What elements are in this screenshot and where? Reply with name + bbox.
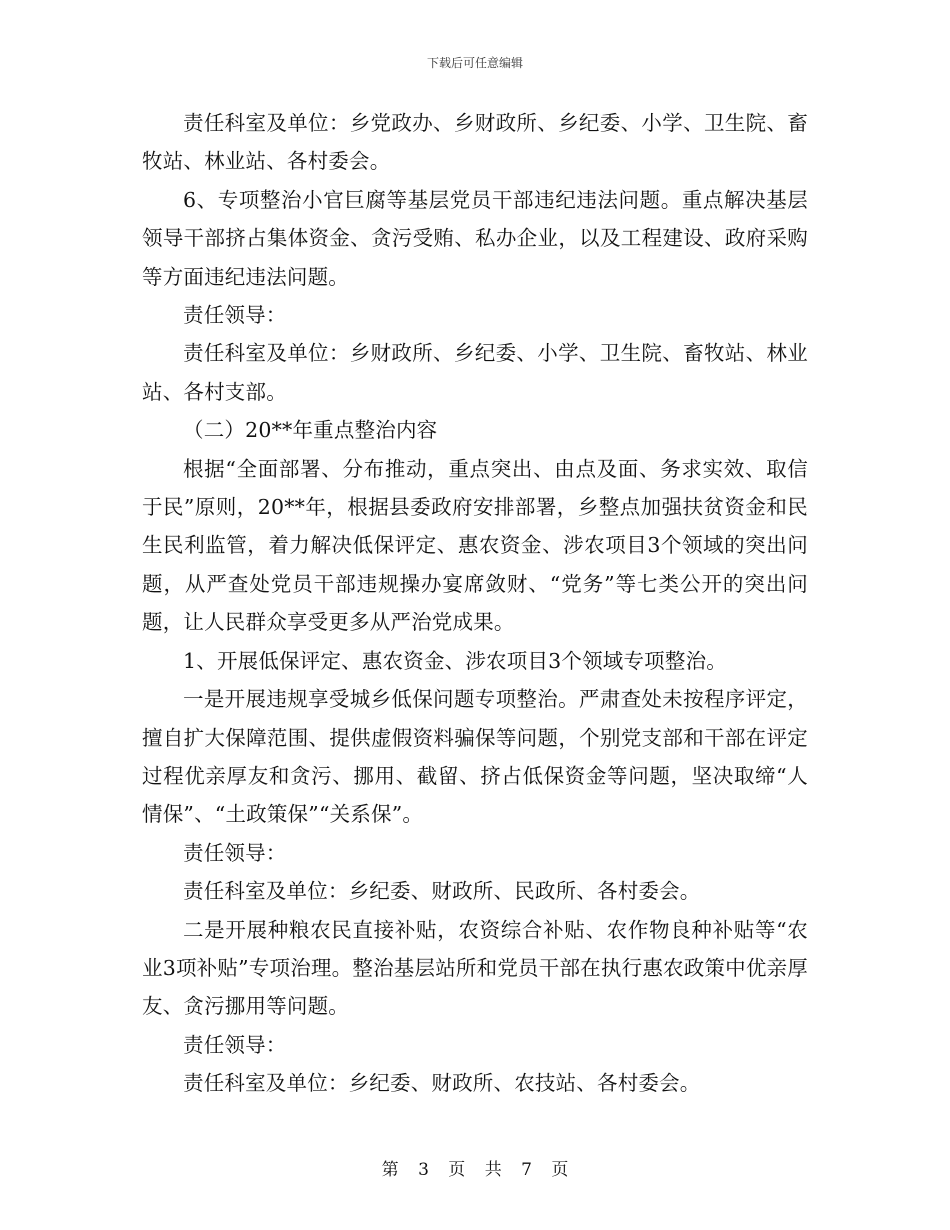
current-page-number: 3 [418, 1160, 429, 1180]
paragraph: 责任科室及单位：乡财政所、乡纪委、小学、卫生院、畜牧站、林业站、各村支部。 [142, 341, 808, 404]
document-body [142, 104, 808, 1103]
paragraph: 责任科室及单位：乡党政办、乡财政所、乡纪委、小学、卫生院、畜牧站、林业站、各村委会。 [142, 111, 808, 174]
paragraph: 责任领导： [183, 1032, 287, 1057]
section-heading: （二）20**年重点整治内容 [183, 418, 438, 443]
paragraph: 责任领导： [183, 303, 287, 328]
paragraph: 1、开展低保评定、惠农资金、涉农项目3个领域专项整治。 [183, 648, 727, 673]
footer-prefix: 第 [381, 1160, 399, 1180]
page-header: 下载后可任意编辑 [426, 56, 523, 70]
paragraph: 责任科室及单位：乡纪委、财政所、农技站、各村委会。 [183, 1071, 701, 1096]
paragraph: 根据“全面部署、分布推动，重点突出、由点及面、务求实效、取信于民”原则，20**年，根据县委政府安排部署，乡整点加强扶贫资金和民生民利监管，着力解决低保评定、惠农资金、涉农项目3个领域的突出问题，从严查处党员干部违规操办宴席敛财、“党务”等七类公开的突出问题，让人民群众享受更多从严治党成果。 [142, 456, 808, 635]
footer-suffix: 页 [551, 1160, 569, 1180]
paragraph: 责任科室及单位：乡纪委、财政所、民政所、各村委会。 [183, 879, 701, 904]
total-page-count: 7 [521, 1160, 532, 1180]
page-footer [0, 1155, 950, 1180]
paragraph: 6、专项整治小官巨腐等基层党员干部违纪违法问题。重点解决基层领导干部挤占集体资金、贪污受贿、私办企业，以及工程建设、政府采购等方面违纪违法问题。 [142, 187, 808, 289]
footer-sep: 共 [484, 1160, 502, 1180]
paragraph: 责任领导： [183, 840, 287, 865]
paragraph: 一是开展违规享受城乡低保问题专项整治。严肃查处未按程序评定，擅自扩大保障范围、提供虚假资料骗保等问题，个别党支部和干部在评定过程优亲厚友和贪污、挪用、截留、挤占低保资金等问题，坚决取缔“人情保”、“土政策保”“关系保”。 [142, 687, 808, 827]
paragraph: 二是开展种粮农民直接补贴，农资综合补贴、农作物良种补贴等“农业3项补贴”专项治理。整治基层站所和党员干部在执行惠农政策中优亲厚友、贪污挪用等问题。 [142, 917, 808, 1019]
footer-middle: 页 [448, 1160, 466, 1180]
